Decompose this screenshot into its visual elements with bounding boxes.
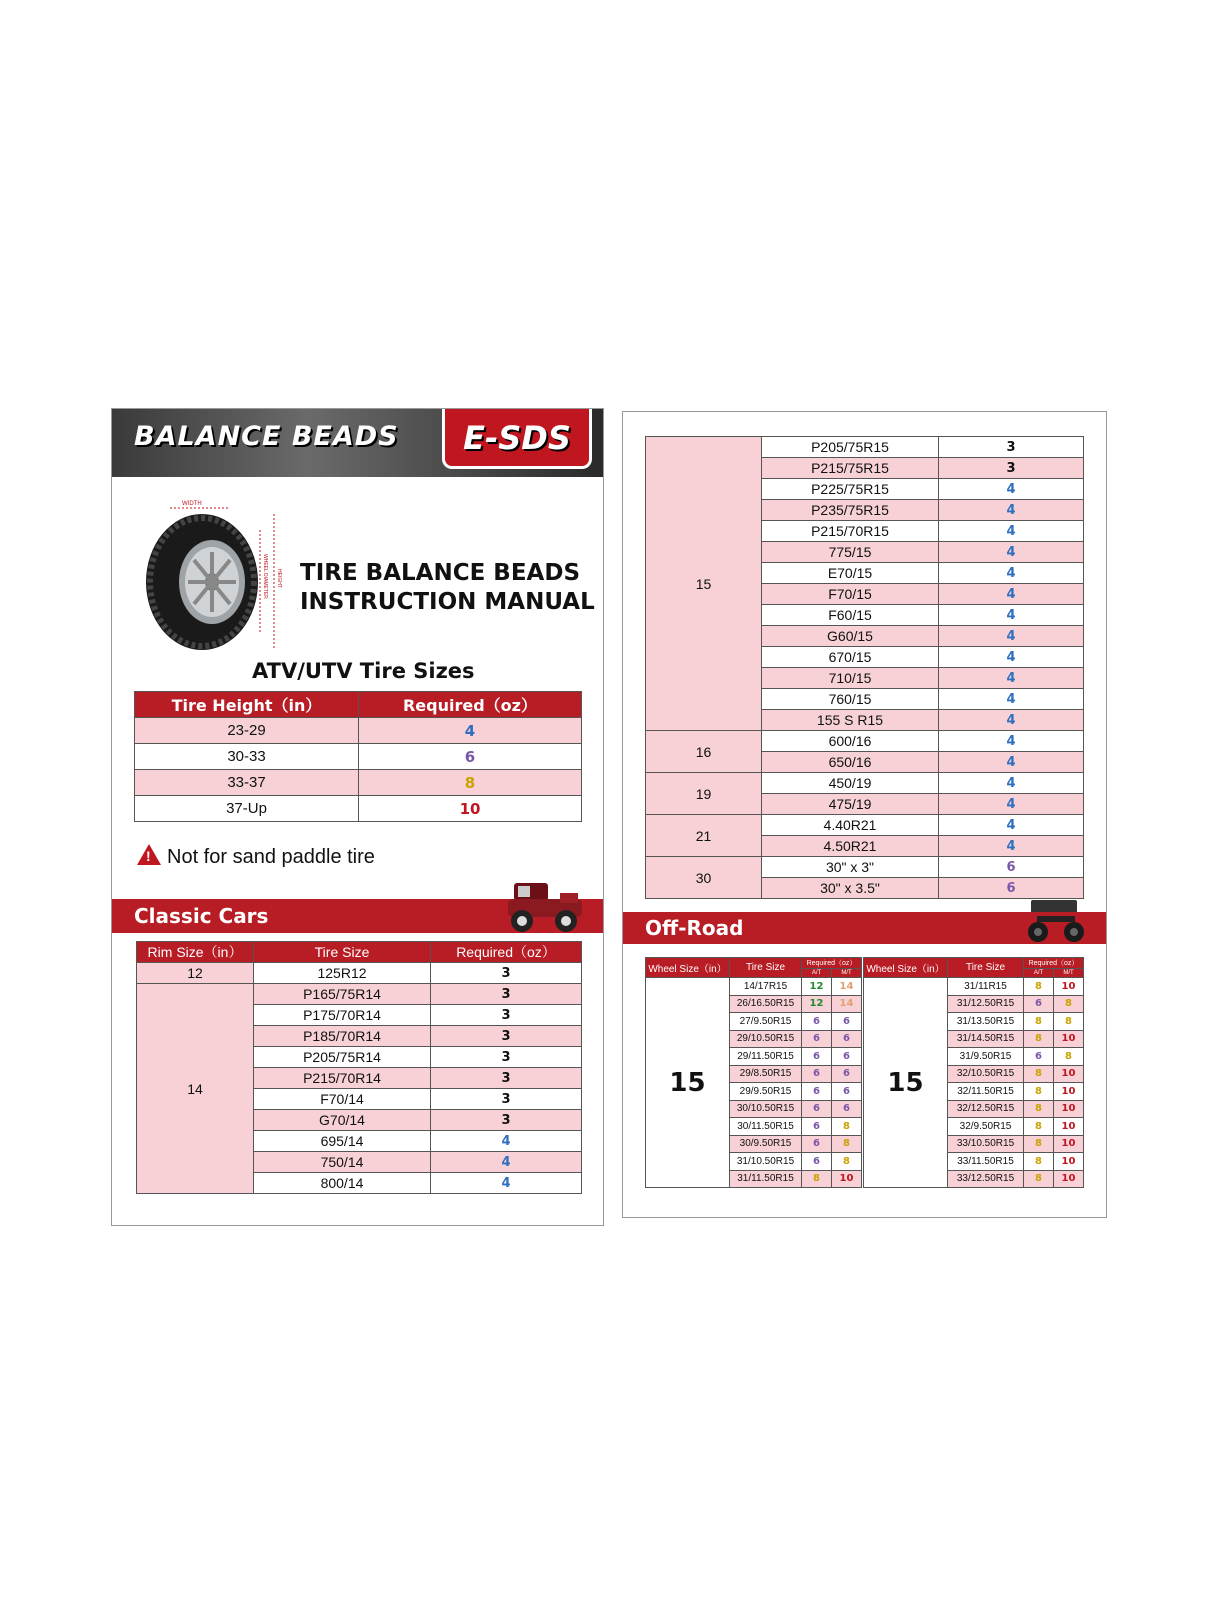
tire-size-cell: 33/12.50R15 <box>948 1170 1024 1188</box>
required-cell: 4 <box>939 689 1084 710</box>
rim-size-cell: 16 <box>646 731 762 773</box>
at-cell: 6 <box>1024 1048 1054 1066</box>
tire-size-cell: P215/70R15 <box>762 521 939 542</box>
tire-size-cell: 32/12.50R15 <box>948 1100 1024 1118</box>
right-page <box>622 411 1107 1218</box>
mt-cell: 8 <box>1054 1048 1084 1066</box>
tire-size-cell: 32/9.50R15 <box>948 1118 1024 1136</box>
at-cell: 8 <box>1024 1135 1054 1153</box>
mt-cell: 6 <box>832 1083 862 1101</box>
at-cell: 8 <box>1024 1153 1054 1171</box>
table-row: F70/14 3 <box>137 1089 582 1110</box>
atv-header-height: Tire Height（in） <box>135 692 359 718</box>
offroad-title: Off-Road <box>645 916 744 940</box>
tire-size-cell: P205/75R15 <box>762 437 939 458</box>
warning-text: Not for sand paddle tire <box>167 846 375 868</box>
mt-cell: 14 <box>832 978 862 996</box>
at-cell: 8 <box>1024 978 1054 996</box>
tire-size-cell: 32/11.50R15 <box>948 1083 1024 1101</box>
tire-size-cell: 31/14.50R15 <box>948 1030 1024 1048</box>
mt-cell: 10 <box>1054 1030 1084 1048</box>
esds-logo: E-SDS <box>442 409 592 469</box>
manual-title-line1: TIRE BALANCE BEADS <box>300 560 581 586</box>
tire-size-cell: 31/9.50R15 <box>948 1048 1024 1066</box>
tire-size-cell: 775/15 <box>762 542 939 563</box>
at-cell: 6 <box>802 1083 832 1101</box>
tire-size-cell: 450/19 <box>762 773 939 794</box>
tire-size-cell: 33/11.50R15 <box>948 1153 1024 1171</box>
classic-header-rim: Rim Size（in） <box>137 942 254 963</box>
tire-size-cell: F60/15 <box>762 605 939 626</box>
table-row <box>646 437 1084 458</box>
table-row: 14 P165/75R14 3 <box>137 984 582 1005</box>
at-cell: 6 <box>802 1100 832 1118</box>
diagram-height-label: HEIGHT <box>276 569 282 588</box>
tire-size-cell: 4.50R21 <box>762 836 939 857</box>
at-cell: 6 <box>802 1030 832 1048</box>
at-cell: 6 <box>802 1135 832 1153</box>
rim-size-cell: 30 <box>646 857 762 899</box>
required-cell: 4 <box>939 521 1084 542</box>
offroad-header-required: Required（oz） <box>1024 958 1084 969</box>
table-row: 750/14 4 <box>137 1152 582 1173</box>
mt-cell: 10 <box>1054 978 1084 996</box>
rim-size-cell: 19 <box>646 773 762 815</box>
at-cell: 6 <box>802 1048 832 1066</box>
mt-cell: 6 <box>832 1048 862 1066</box>
tire-size-cell: 31/11.50R15 <box>730 1170 802 1188</box>
required-cell: 4 <box>939 563 1084 584</box>
required-cell: 4 <box>939 500 1084 521</box>
required-cell: 3 <box>939 458 1084 479</box>
warning-note <box>137 844 375 869</box>
table-row: 695/14 4 <box>137 1131 582 1152</box>
classic-header-tire: Tire Size <box>254 942 431 963</box>
classic-header-required: Required（oz） <box>431 942 582 963</box>
table-row: P205/75R14 3 <box>137 1047 582 1068</box>
tire-size-cell: 475/19 <box>762 794 939 815</box>
table-row: P215/70R14 3 <box>137 1068 582 1089</box>
warning-icon <box>137 844 161 865</box>
manual-title-line2: INSTRUCTION MANUAL <box>300 589 595 615</box>
at-cell: 6 <box>802 1065 832 1083</box>
atv-header-required: Required（oz） <box>359 692 582 718</box>
mt-cell: 6 <box>832 1030 862 1048</box>
offroad-header-mt: M/T <box>1054 969 1084 978</box>
mt-cell: 14 <box>832 995 862 1013</box>
tire-size-cell: E70/15 <box>762 563 939 584</box>
mt-cell: 10 <box>1054 1135 1084 1153</box>
at-cell: 6 <box>802 1118 832 1136</box>
tire-size-cell: 31/13.50R15 <box>948 1013 1024 1031</box>
required-cell: 4 <box>939 773 1084 794</box>
tire-size-cell: 32/10.50R15 <box>948 1065 1024 1083</box>
rim-size-cell: 15 <box>646 437 762 731</box>
wheel-size-cell: 15 <box>864 978 948 1188</box>
tire-size-cell: P235/75R15 <box>762 500 939 521</box>
offroad-header-tire: Tire Size <box>948 958 1024 978</box>
mt-cell: 6 <box>832 1065 862 1083</box>
tire-size-cell: 670/15 <box>762 647 939 668</box>
atv-section-title: ATV/UTV Tire Sizes <box>252 659 475 683</box>
tire-size-cell: 30/9.50R15 <box>730 1135 802 1153</box>
table-row: P185/70R14 3 <box>137 1026 582 1047</box>
at-cell: 8 <box>1024 1013 1054 1031</box>
brand-title: BALANCE BEADS <box>134 421 399 452</box>
tire-size-cell: 29/11.50R15 <box>730 1048 802 1066</box>
mt-cell: 10 <box>1054 1118 1084 1136</box>
at-cell: 6 <box>802 1013 832 1031</box>
required-cell: 4 <box>939 710 1084 731</box>
tire-size-cell: 31/12.50R15 <box>948 995 1024 1013</box>
table-row: 30-33 6 <box>135 744 582 770</box>
header-banner <box>112 409 603 477</box>
required-cell: 4 <box>939 584 1084 605</box>
tire-size-cell: 31/10.50R15 <box>730 1153 802 1171</box>
tire-size-cell: 650/16 <box>762 752 939 773</box>
tire-size-cell: F70/15 <box>762 584 939 605</box>
at-cell: 6 <box>1024 995 1054 1013</box>
required-cell: 4 <box>939 605 1084 626</box>
manual-title <box>300 559 595 617</box>
required-cell: 4 <box>939 668 1084 689</box>
table-row: P175/70R14 3 <box>137 1005 582 1026</box>
table-row: 33-37 8 <box>135 770 582 796</box>
required-cell: 4 <box>939 626 1084 647</box>
required-cell: 4 <box>939 542 1084 563</box>
mt-cell: 10 <box>1054 1170 1084 1188</box>
at-cell: 8 <box>1024 1083 1054 1101</box>
tire-size-cell: P225/75R15 <box>762 479 939 500</box>
required-cell: 4 <box>939 752 1084 773</box>
table-row <box>646 978 862 996</box>
mt-cell: 8 <box>832 1118 862 1136</box>
diagram-wheel-diameter-label: WHEEL DIAMETER <box>262 554 268 599</box>
mt-cell: 8 <box>1054 1013 1084 1031</box>
required-cell: 6 <box>939 857 1084 878</box>
offroad-table-right <box>863 957 1084 1188</box>
at-cell: 8 <box>802 1170 832 1188</box>
tire-diagram <box>132 494 282 654</box>
required-cell: 4 <box>939 794 1084 815</box>
mt-cell: 10 <box>832 1170 862 1188</box>
mt-cell: 10 <box>1054 1100 1084 1118</box>
mt-cell: 10 <box>1054 1083 1084 1101</box>
table-row: 800/14 4 <box>137 1173 582 1194</box>
classic-table <box>136 941 582 1194</box>
offroad-header-required: Required（oz） <box>802 958 862 969</box>
tire-size-cell: 31/11R15 <box>948 978 1024 996</box>
tire-size-cell: 29/10.50R15 <box>730 1030 802 1048</box>
tire-size-cell: 29/8.50R15 <box>730 1065 802 1083</box>
mt-cell: 10 <box>1054 1153 1084 1171</box>
tire-size-cell: 29/9.50R15 <box>730 1083 802 1101</box>
table-row <box>864 978 1084 996</box>
required-cell: 4 <box>939 479 1084 500</box>
offroad-header-wheel: Wheel Size（in） <box>646 958 730 978</box>
at-cell: 8 <box>1024 1030 1054 1048</box>
at-cell: 6 <box>802 1153 832 1171</box>
left-page <box>111 408 604 1226</box>
offroad-table-left <box>645 957 862 1188</box>
required-cell: 4 <box>939 731 1084 752</box>
tire-size-cell: 33/10.50R15 <box>948 1135 1024 1153</box>
offroad-jeep-icon <box>1023 896 1089 944</box>
offroad-header-at: A/T <box>1024 969 1054 978</box>
rim-size-cell: 21 <box>646 815 762 857</box>
tire-size-cell: P215/75R15 <box>762 458 939 479</box>
table-row <box>646 731 1084 752</box>
required-cell: 3 <box>939 437 1084 458</box>
mt-cell: 6 <box>832 1100 862 1118</box>
table-row: 23-29 4 <box>135 718 582 744</box>
tire-size-cell: 30/10.50R15 <box>730 1100 802 1118</box>
at-cell: 8 <box>1024 1170 1054 1188</box>
mt-cell: 8 <box>1054 995 1084 1013</box>
diagram-width-label: WIDTH <box>182 501 202 507</box>
at-cell: 8 <box>1024 1065 1054 1083</box>
at-cell: 12 <box>802 995 832 1013</box>
required-cell: 6 <box>939 878 1084 899</box>
tire-size-cell: 4.40R21 <box>762 815 939 836</box>
mt-cell: 10 <box>1054 1065 1084 1083</box>
tire-size-cell: G60/15 <box>762 626 939 647</box>
at-cell: 8 <box>1024 1100 1054 1118</box>
offroad-header-mt: M/T <box>832 969 862 978</box>
tire-size-cell: 26/16.50R15 <box>730 995 802 1013</box>
at-cell: 12 <box>802 978 832 996</box>
classic-cars-title: Classic Cars <box>134 904 269 928</box>
table-row: 37-Up 10 <box>135 796 582 822</box>
table-row: G70/14 3 <box>137 1110 582 1131</box>
mt-cell: 6 <box>832 1013 862 1031</box>
offroad-header-at: A/T <box>802 969 832 978</box>
required-cell: 4 <box>939 836 1084 857</box>
tire-size-cell: 14/17R15 <box>730 978 802 996</box>
offroad-header-tire: Tire Size <box>730 958 802 978</box>
tire-size-cell: 30" x 3.5" <box>762 878 939 899</box>
wheel-size-cell: 15 <box>646 978 730 1188</box>
classic-car-icon <box>504 879 586 937</box>
tire-size-cell: 30" x 3" <box>762 857 939 878</box>
required-cell: 4 <box>939 815 1084 836</box>
tire-size-cell: 155 S R15 <box>762 710 939 731</box>
continued-table <box>645 436 1084 899</box>
tire-size-cell: 710/15 <box>762 668 939 689</box>
table-row: 12 125R12 3 <box>137 963 582 984</box>
table-row <box>646 773 1084 794</box>
tire-size-cell: 27/9.50R15 <box>730 1013 802 1031</box>
mt-cell: 8 <box>832 1153 862 1171</box>
table-row <box>646 815 1084 836</box>
offroad-header-wheel: Wheel Size（in） <box>864 958 948 978</box>
at-cell: 8 <box>1024 1118 1054 1136</box>
tire-size-cell: 760/15 <box>762 689 939 710</box>
table-row <box>646 857 1084 878</box>
tire-size-cell: 600/16 <box>762 731 939 752</box>
tire-size-cell: 30/11.50R15 <box>730 1118 802 1136</box>
required-cell: 4 <box>939 647 1084 668</box>
mt-cell: 8 <box>832 1135 862 1153</box>
atv-table <box>134 691 582 822</box>
